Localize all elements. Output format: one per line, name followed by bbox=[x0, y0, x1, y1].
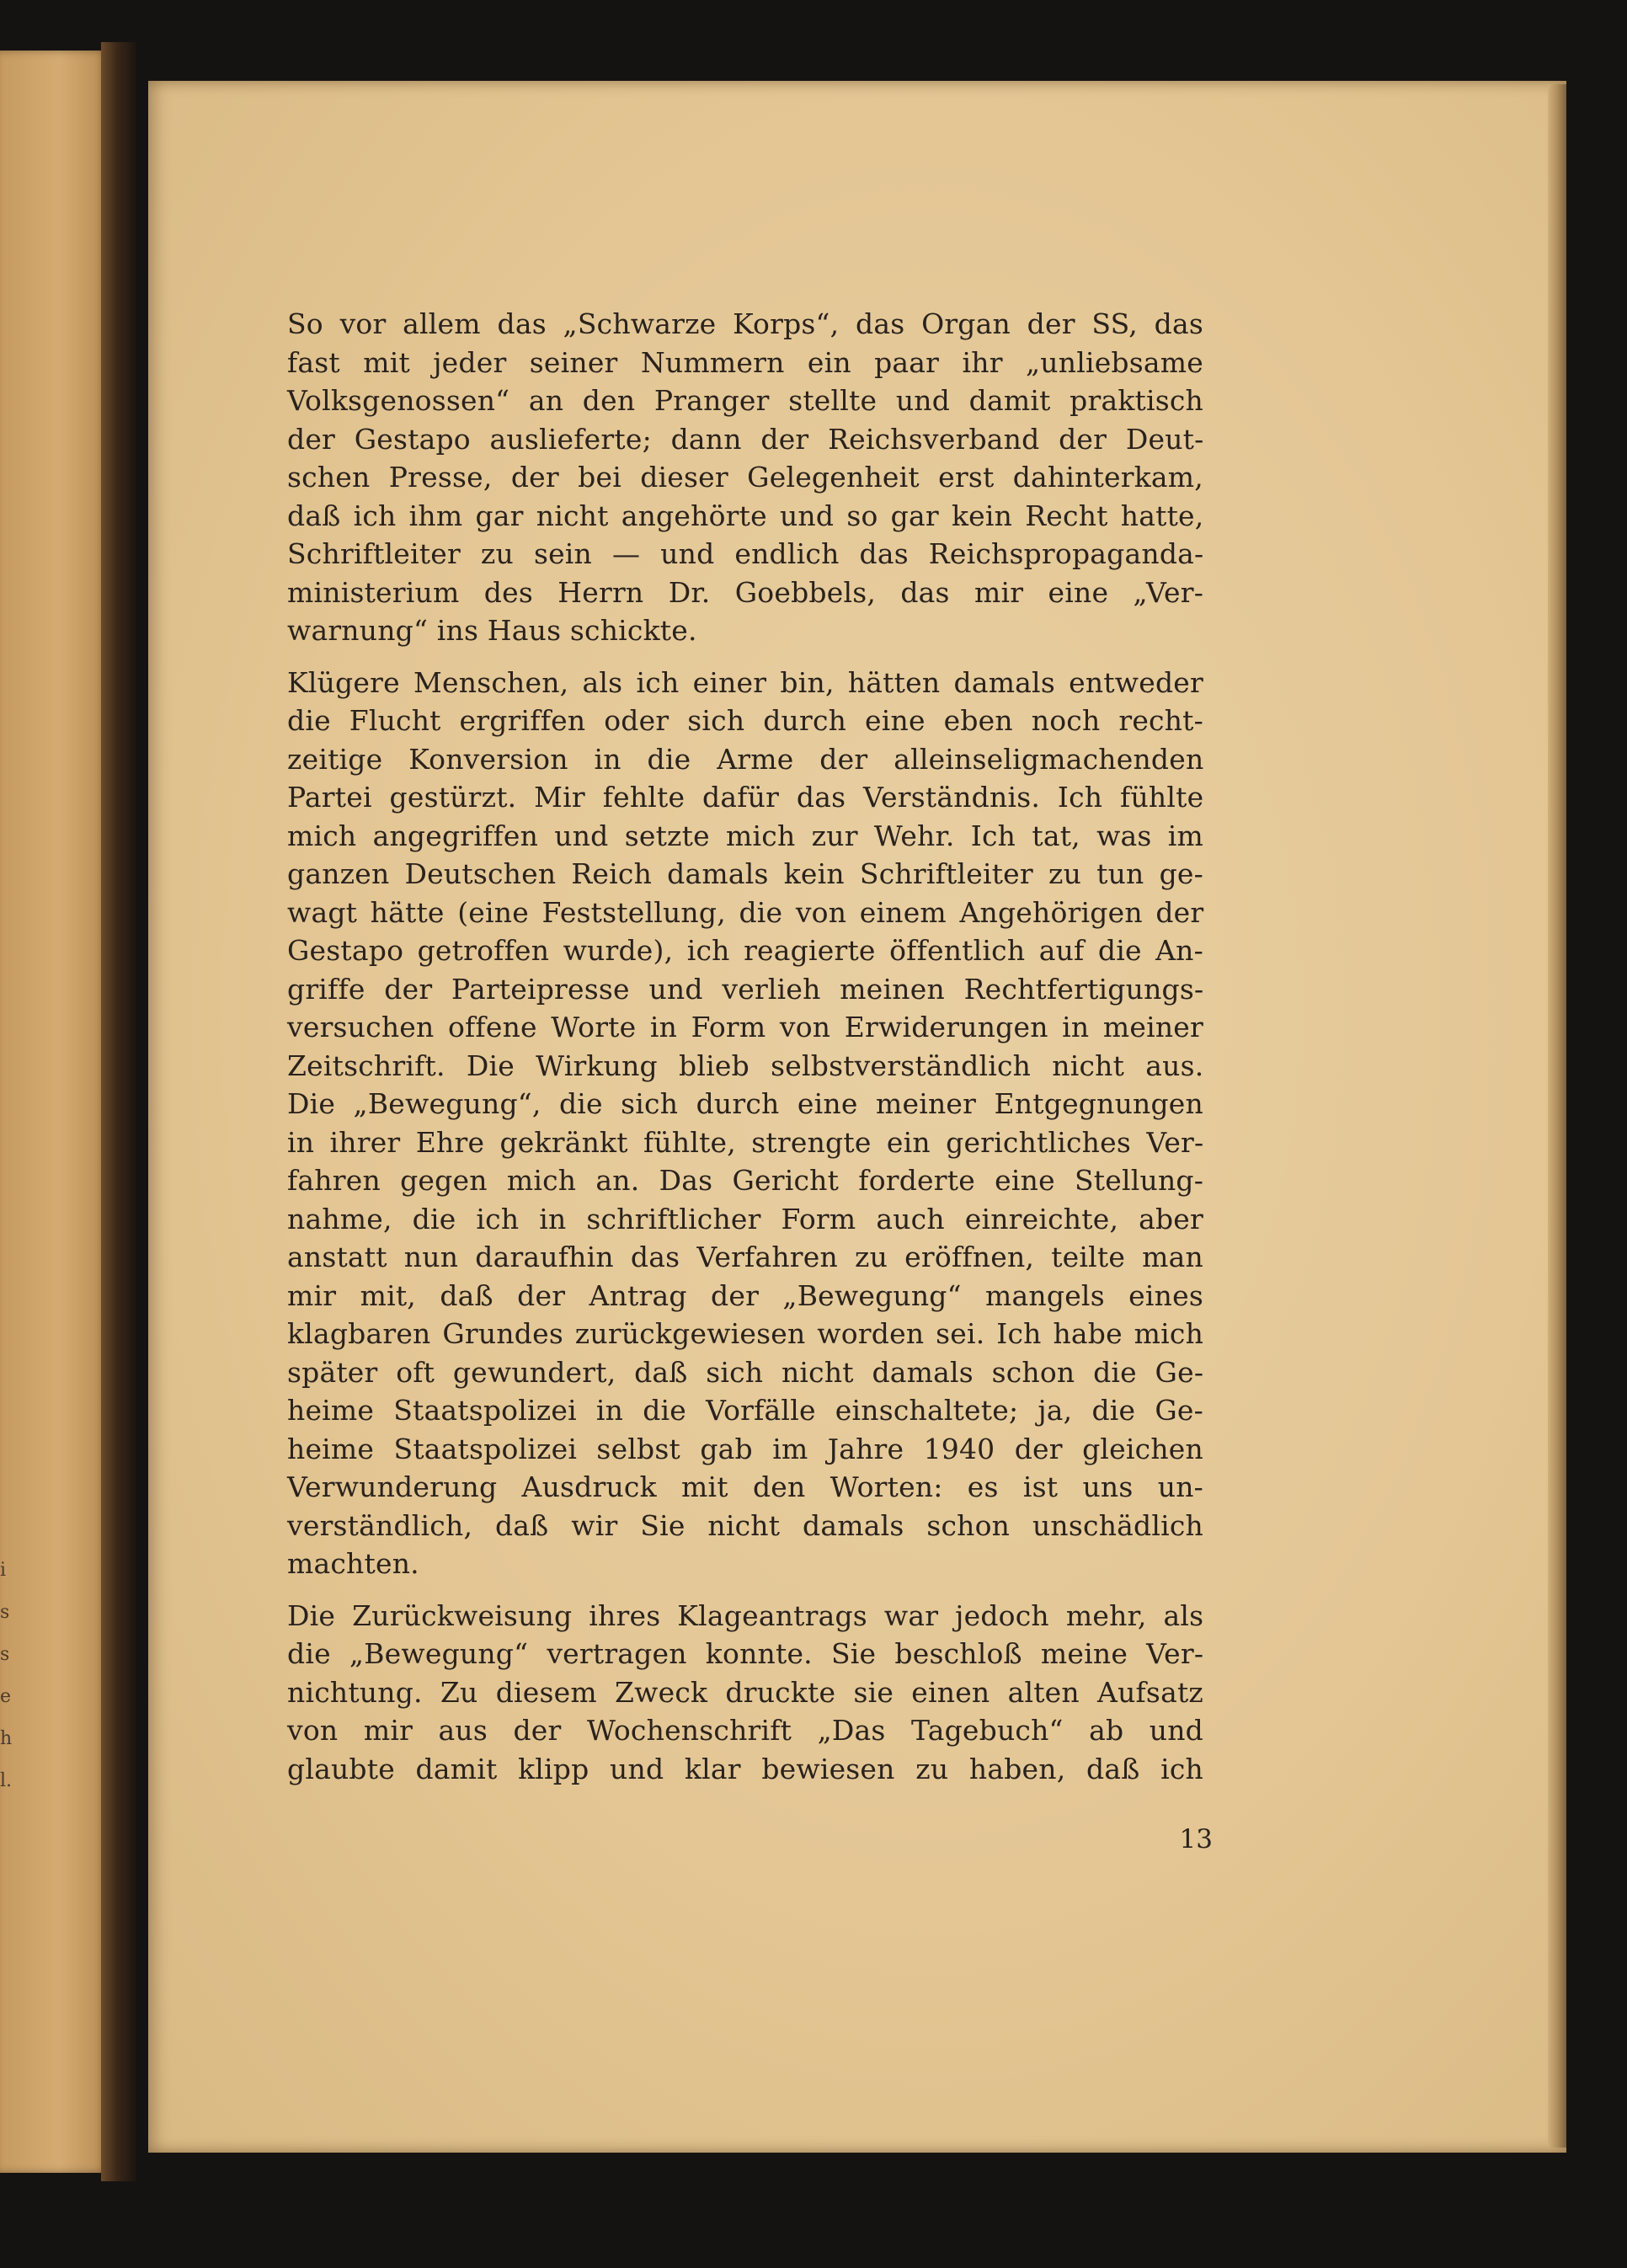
text-line: ganzen Deutschen Reich damals kein Schriftleiter zu tun ge- bbox=[287, 857, 1203, 890]
text-line: klagbaren Grundes zurückgewiesen worden sei. Ich habe mich bbox=[287, 1317, 1204, 1350]
text-line: nahme, die ich in schriftlicher Form auch einreichte, aber bbox=[287, 1202, 1203, 1235]
text-line: machten. bbox=[287, 1547, 419, 1580]
text-line: Zeitschrift. Die Wirkung blieb selbstverständlich nicht aus. bbox=[287, 1049, 1204, 1082]
fragment-mark: l. bbox=[0, 1770, 13, 1791]
text-line: der Gestapo auslieferte; dann der Reichsverband der Deut- bbox=[287, 422, 1204, 456]
text-line: Die „Bewegung“, die sich durch eine meiner Entgegnungen bbox=[287, 1087, 1203, 1120]
text-line: mich angegriffen und setzte mich zur Wehr. Ich tat, was im bbox=[287, 819, 1203, 852]
page-number: 13 bbox=[1179, 1824, 1213, 1854]
book-gutter bbox=[101, 42, 136, 2181]
text-line: in ihrer Ehre gekränkt fühlte, strengte ein gerichtliches Ver- bbox=[287, 1125, 1204, 1159]
page-edge bbox=[1548, 84, 1566, 2148]
text-line: zeitige Konversion in die Arme der alleinseligmachenden bbox=[287, 742, 1204, 776]
text-line: Gestapo getroffen wurde), ich reagierte öffentlich auf die An- bbox=[287, 934, 1203, 967]
text-line: Partei gestürzt. Mir fehlte dafür das Verständnis. Ich fühlte bbox=[287, 781, 1204, 814]
text-line: Verwunderung Ausdruck mit den Worten: es ist uns un- bbox=[287, 1470, 1203, 1503]
fragment-mark: h bbox=[0, 1728, 13, 1749]
text-line: heime Staatspolizei in die Vorfälle einschaltete; ja, die Ge- bbox=[287, 1394, 1203, 1427]
text-line: griffe der Parteipresse und verlieh meinen Rechtfertigungs- bbox=[287, 972, 1204, 1006]
paragraph-2 bbox=[287, 664, 1203, 1583]
page-body-text bbox=[287, 305, 1203, 1801]
text-line: fast mit jeder seiner Nummern ein paar ihr „unliebsame bbox=[287, 345, 1203, 379]
previous-page-text-fragments bbox=[0, 1550, 12, 1802]
text-line: fahren gegen mich an. Das Gericht forderte eine Stellung- bbox=[287, 1164, 1204, 1197]
text-line: später oft gewundert, daß sich nicht damals schon die Ge- bbox=[287, 1355, 1204, 1389]
text-line: So vor allem das „Schwarze Korps“, das Organ der SS, das bbox=[287, 307, 1203, 340]
text-line: versuchen offene Worte in Form von Erwiderungen in meiner bbox=[287, 1011, 1203, 1043]
text-line: Schriftleiter zu sein — und endlich das Reichspropaganda- bbox=[287, 537, 1204, 570]
paragraph-1 bbox=[287, 305, 1203, 650]
fragment-mark: s bbox=[0, 1602, 10, 1623]
text-line: Die Zurückweisung ihres Klageantrags war jedoch mehr, als bbox=[287, 1598, 1204, 1632]
text-line: anstatt nun daraufhin das Verfahren zu eröffnen, teilte man bbox=[287, 1241, 1203, 1273]
paragraph-3 bbox=[287, 1597, 1203, 1789]
previous-page-sliver bbox=[0, 51, 108, 2173]
text-line: die „Bewegung“ vertragen konnte. Sie beschloß meine Ver- bbox=[287, 1637, 1204, 1670]
text-line: die Flucht ergriffen oder sich durch eine eben noch recht- bbox=[287, 704, 1203, 737]
text-line: warnung“ ins Haus schickte. bbox=[287, 614, 697, 647]
fragment-mark: e bbox=[0, 1686, 12, 1707]
text-line: schen Presse, der bei dieser Gelegenheit erst dahinterkam, bbox=[287, 461, 1203, 494]
text-line: Klügere Menschen, als ich einer bin, hätten damals entweder bbox=[287, 665, 1203, 699]
text-line: Volksgenossen“ an den Pranger stellte und damit praktisch bbox=[287, 384, 1203, 417]
text-line: ministerium des Herrn Dr. Goebbels, das mir eine „Ver- bbox=[287, 575, 1204, 609]
text-line: von mir aus der Wochenschrift „Das Tagebuch“ ab und bbox=[287, 1714, 1203, 1747]
text-line: nichtung. Zu diesem Zweck druckte sie einen alten Aufsatz bbox=[287, 1675, 1203, 1709]
text-line: glaubte damit klipp und klar bewiesen zu haben, daß ich bbox=[287, 1752, 1203, 1785]
text-line: heime Staatspolizei selbst gab im Jahre 1940 der gleichen bbox=[287, 1432, 1203, 1465]
text-line: verständlich, daß wir Sie nicht damals schon unschädlich bbox=[287, 1508, 1203, 1542]
fragment-mark: i bbox=[0, 1560, 7, 1581]
text-line: mir mit, daß der Antrag der „Bewegung“ mangels eines bbox=[287, 1278, 1203, 1312]
fragment-mark: s bbox=[0, 1644, 10, 1665]
text-line: wagt hätte (eine Feststellung, die von einem Angehörigen der bbox=[287, 895, 1204, 929]
text-line: daß ich ihm gar nicht angehörte und so gar kein Recht hatte, bbox=[287, 499, 1204, 532]
